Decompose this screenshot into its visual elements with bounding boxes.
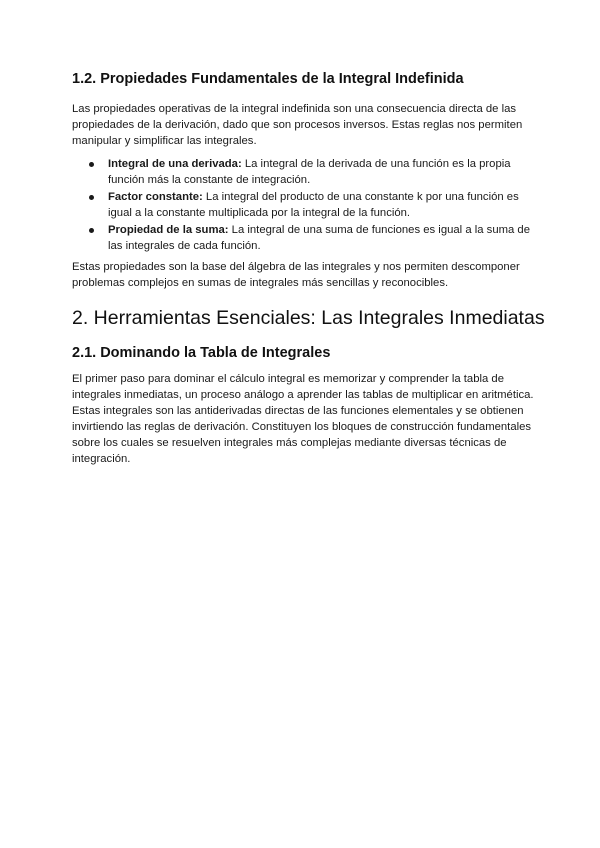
intro-line-3: manipular y simplificar las integrales. (72, 135, 257, 147)
bullet-label: Factor constante: (108, 191, 203, 203)
outro-line-1: Estas propiedades son la base del álgebra de las integrales y nos permiten descomponer (72, 261, 520, 273)
body-line-3: Estas integrales son las antiderivadas directas de las funciones elementales y se obtienen (72, 405, 524, 417)
bullet-text: La integral de una suma de funciones es igual a la suma de (228, 224, 530, 236)
body-line-5: sobre los cuales se resuelven integrales más complejas mediante diversas técnicas de (72, 437, 507, 449)
list-item-factor-constante (72, 189, 528, 221)
bullet-text-cont: las integrales de cada función. (108, 240, 261, 252)
outro-line-2: problemas complejos en sumas de integrales más sencillas y reconocibles. (72, 277, 449, 289)
bullet-text: La integral de la derivada de una función es la propia (241, 158, 511, 170)
body-line-4: invirtiendo las reglas de derivación. Constituyen los bloques de construcción fundamentales (72, 421, 532, 433)
section-2-1-body (72, 371, 534, 467)
list-item-propiedad-suma (72, 222, 528, 254)
bullet-icon (89, 162, 94, 167)
bullet-icon (89, 228, 94, 233)
bullet-label: Integral de una derivada: (108, 158, 242, 170)
bullet-text-b: por una función es (422, 191, 519, 203)
section-1-2-heading: 1.2. Propiedades Fundamentales de la Integral Indefinida (72, 71, 464, 87)
list-item-integral-derivada (72, 156, 528, 188)
section-1-2-outro (72, 259, 528, 291)
bullet-text-cont: función más la constante de integración. (108, 174, 311, 186)
intro-line-2: propiedades de la derivación, dado que son procesos inversos. Estas reglas nos permiten (72, 119, 523, 131)
bullet-text: La integral del producto de una constante (202, 191, 417, 203)
section-2-heading: 2. Herramientas Esenciales: Las Integrales Inmediatas (72, 307, 545, 329)
constant-k: k (416, 191, 423, 203)
bullet-text-cont: igual a la constante multiplicada por la integral de la función. (108, 207, 411, 219)
body-line-6: integración. (72, 453, 131, 465)
intro-line-1: Las propiedades operativas de la integral indefinida son una consecuencia directa de las (72, 103, 517, 115)
properties-list (72, 156, 528, 255)
section-1-2-intro (72, 101, 528, 149)
body-line-2: integrales inmediatas, un proceso análogo a aprender las tablas de multiplicar en aritmética. (72, 389, 534, 401)
section-2-1-heading: 2.1. Dominando la Tabla de Integrales (72, 345, 331, 361)
bullet-icon (89, 195, 94, 200)
body-line-1: El primer paso para dominar el cálculo integral es memorizar y comprender la tabla de (72, 373, 504, 385)
bullet-label: Propiedad de la suma: (108, 224, 229, 236)
